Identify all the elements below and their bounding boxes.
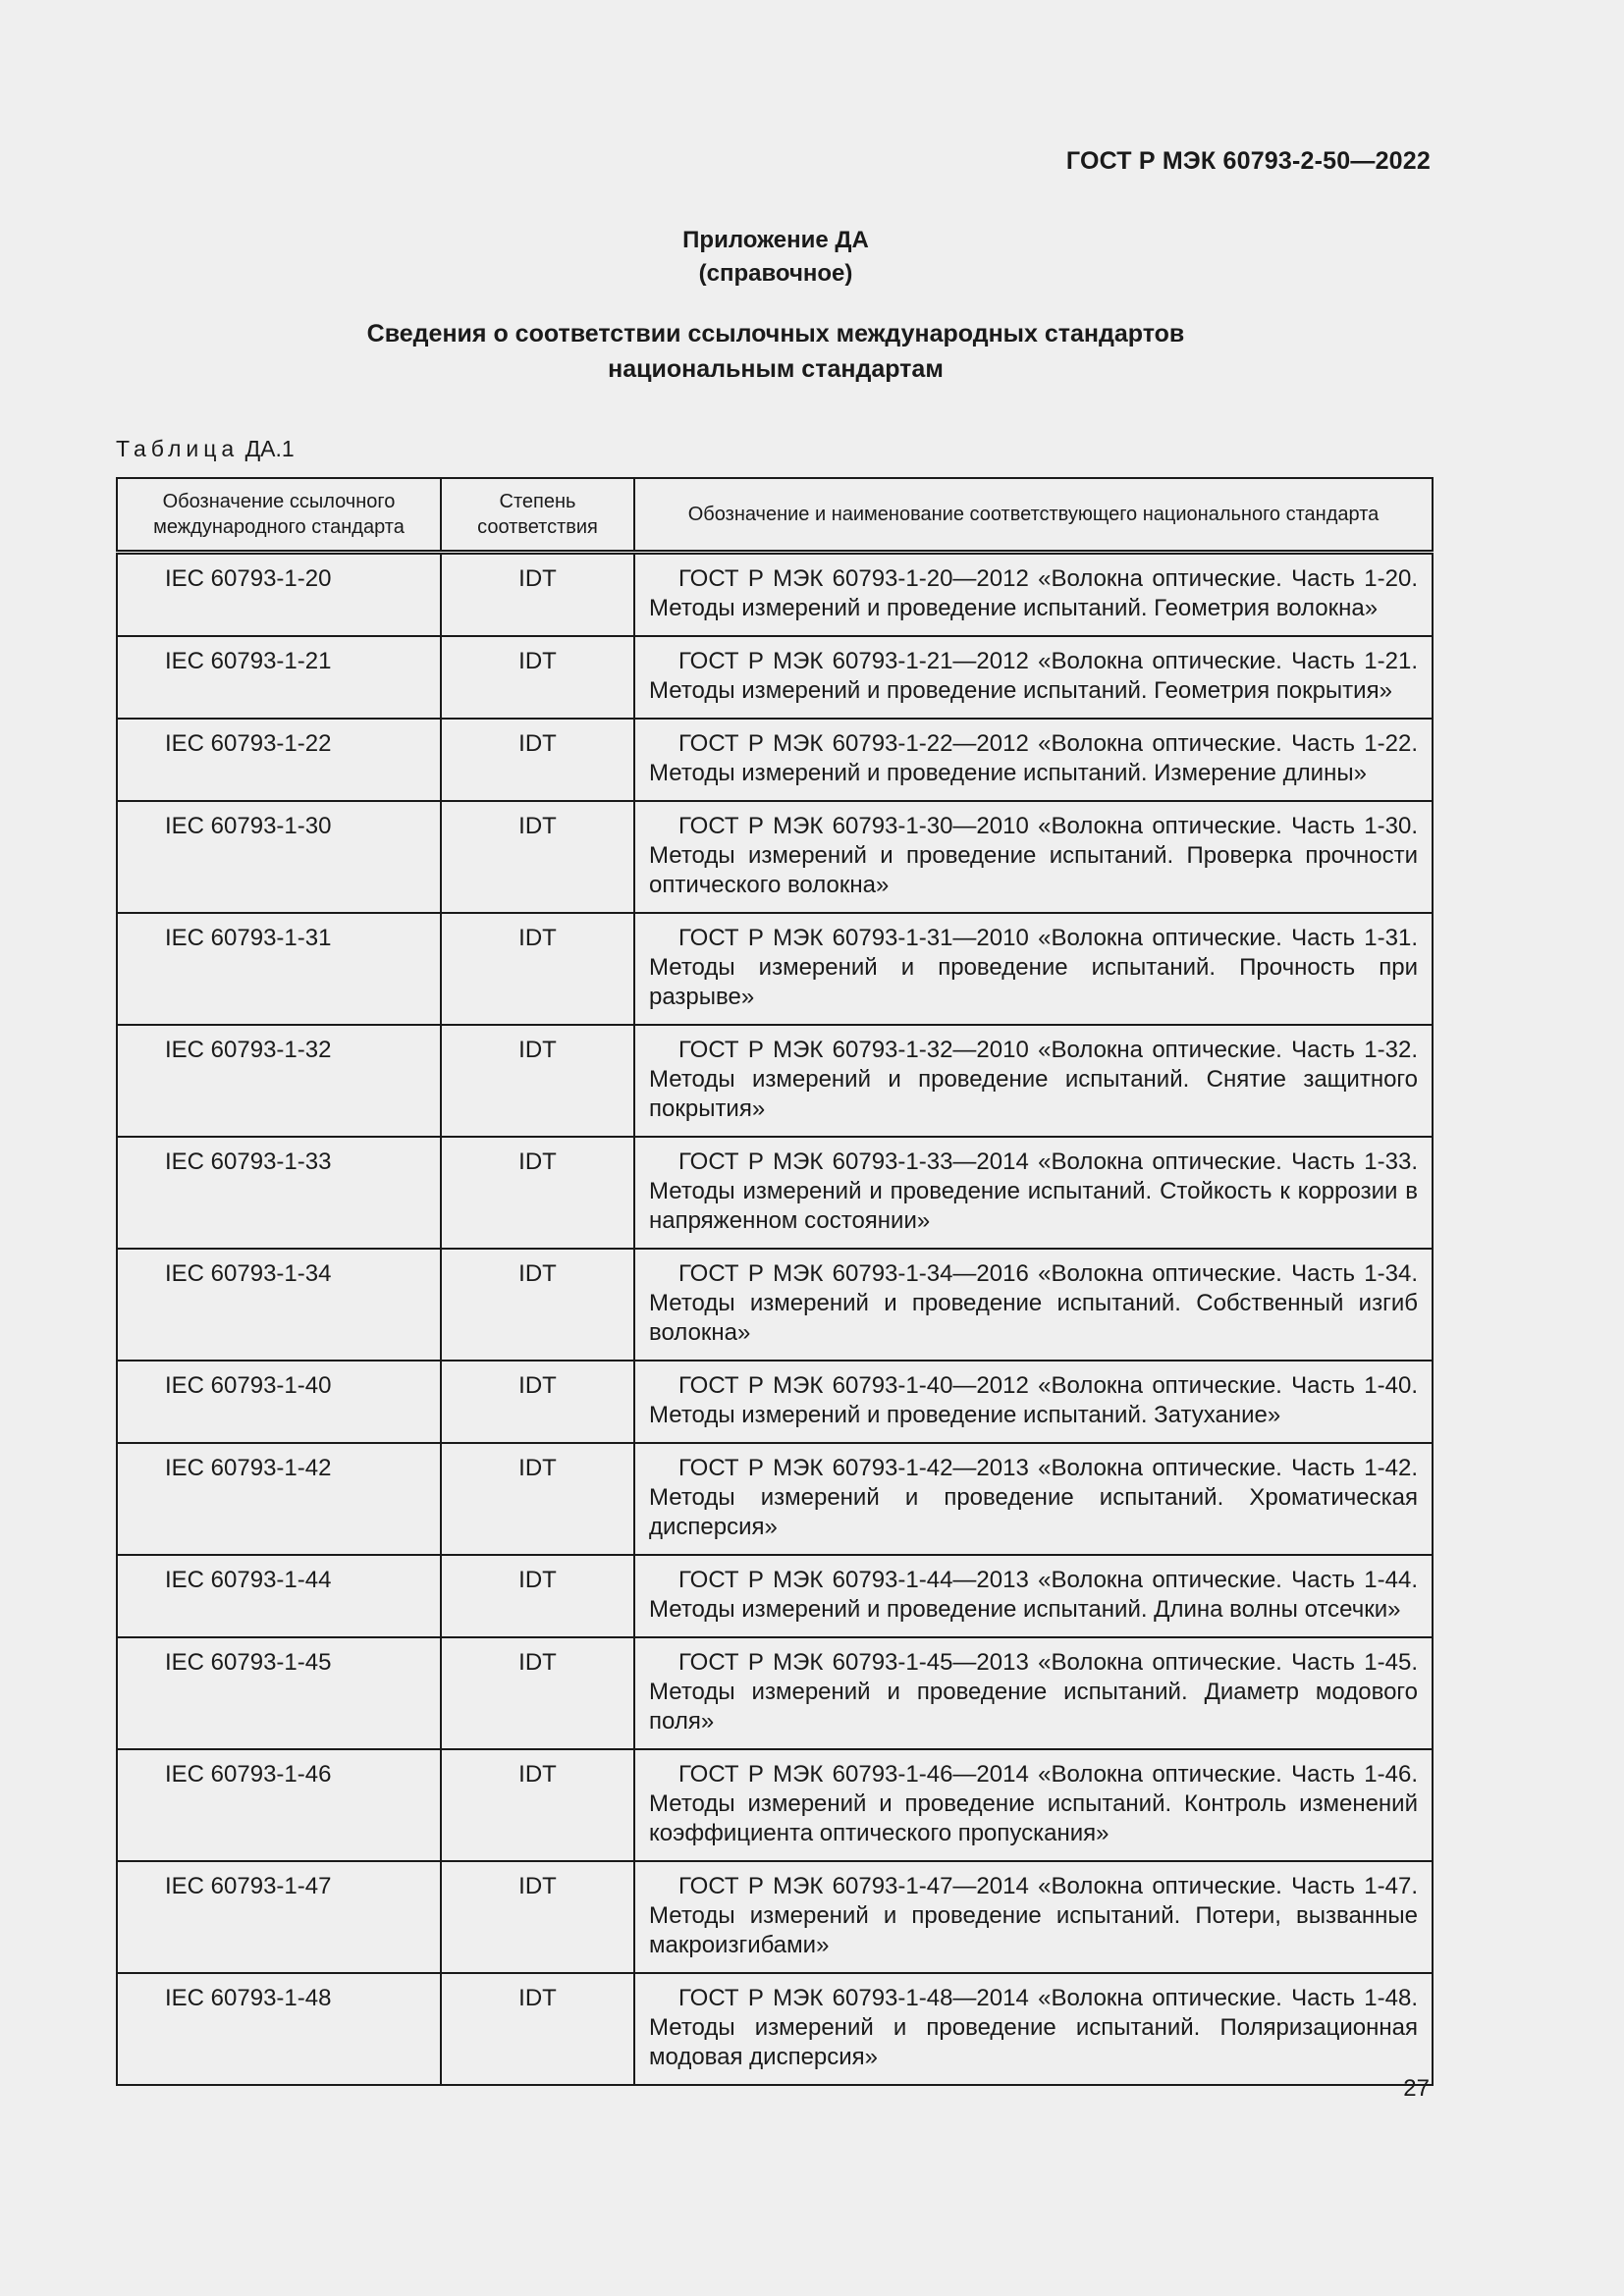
column-header-national-standard: Обозначение и наименование соответствующего национального стандарта <box>634 478 1433 553</box>
national-standard-cell: ГОСТ Р МЭК 60793-1-48—2014 «Волокна оптические. Часть 1-48. Методы измерений и проведение испытаний. Поляризационная модовая дисперсия» <box>634 1973 1433 2085</box>
degree-cell: IDT <box>441 1361 634 1443</box>
degree-cell: IDT <box>441 1555 634 1637</box>
table-row <box>117 1137 1433 1249</box>
international-standard-cell: IEC 60793-1-30 <box>117 801 441 913</box>
national-standard-cell: ГОСТ Р МЭК 60793-1-31—2010 «Волокна оптические. Часть 1-31. Методы измерений и проведение испытаний. Прочность при разрыве» <box>634 913 1433 1025</box>
table-row <box>117 1361 1433 1443</box>
table-row <box>117 1025 1433 1137</box>
national-standard-cell: ГОСТ Р МЭК 60793-1-22—2012 «Волокна оптические. Часть 1-22. Методы измерений и проведение испытаний. Измерение длины» <box>634 719 1433 801</box>
national-standard-cell: ГОСТ Р МЭК 60793-1-21—2012 «Волокна оптические. Часть 1-21. Методы измерений и проведение испытаний. Геометрия покрытия» <box>634 636 1433 719</box>
table-caption <box>116 436 295 462</box>
international-standard-cell: IEC 60793-1-32 <box>117 1025 441 1137</box>
degree-cell: IDT <box>441 1749 634 1861</box>
table-row <box>117 1861 1433 1973</box>
national-standard-cell: ГОСТ Р МЭК 60793-1-40—2012 «Волокна оптические. Часть 1-40. Методы измерений и проведение испытаний. Затухание» <box>634 1361 1433 1443</box>
degree-cell: IDT <box>441 1443 634 1555</box>
international-standard-cell: IEC 60793-1-47 <box>117 1861 441 1973</box>
page-number: 27 <box>1403 2075 1430 2102</box>
international-standard-cell: IEC 60793-1-40 <box>117 1361 441 1443</box>
column-header-degree: Степень соответствия <box>441 478 634 553</box>
table-row <box>117 553 1433 637</box>
column-header-international-standard: Обозначение ссылочного международного стандарта <box>117 478 441 553</box>
national-standard-cell: ГОСТ Р МЭК 60793-1-45—2013 «Волокна оптические. Часть 1-45. Методы измерений и проведение испытаний. Диаметр модового поля» <box>634 1637 1433 1749</box>
document-code: ГОСТ Р МЭК 60793-2-50—2022 <box>1065 147 1431 175</box>
international-standard-cell: IEC 60793-1-34 <box>117 1249 441 1361</box>
national-standard-cell: ГОСТ Р МЭК 60793-1-46—2014 «Волокна оптические. Часть 1-46. Методы измерений и проведение испытаний. Контроль изменений коэффициента оптического пропускания» <box>634 1749 1433 1861</box>
degree-cell: IDT <box>441 1249 634 1361</box>
section-title-line-1: Сведения о соответствии ссылочных международных стандартов <box>366 320 1185 347</box>
section-title-line-2: национальным стандартам <box>608 355 944 383</box>
degree-cell: IDT <box>441 1637 634 1749</box>
national-standard-cell: ГОСТ Р МЭК 60793-1-32—2010 «Волокна оптические. Часть 1-32. Методы измерений и проведение испытаний. Снятие защитного покрытия» <box>634 1025 1433 1137</box>
degree-cell: IDT <box>441 719 634 801</box>
table-row <box>117 913 1433 1025</box>
table-caption-word: Таблица <box>116 436 240 461</box>
table-row <box>117 801 1433 913</box>
international-standard-cell: IEC 60793-1-48 <box>117 1973 441 2085</box>
degree-cell: IDT <box>441 801 634 913</box>
national-standard-cell: ГОСТ Р МЭК 60793-1-33—2014 «Волокна оптические. Часть 1-33. Методы измерений и проведение испытаний. Стойкость к коррозии в напряженном состоянии» <box>634 1137 1433 1249</box>
appendix-title: Приложение ДА <box>682 227 869 253</box>
international-standard-cell: IEC 60793-1-44 <box>117 1555 441 1637</box>
table-row <box>117 1973 1433 2085</box>
international-standard-cell: IEC 60793-1-33 <box>117 1137 441 1249</box>
international-standard-cell: IEC 60793-1-46 <box>117 1749 441 1861</box>
degree-cell: IDT <box>441 553 634 637</box>
standards-table <box>116 477 1434 2086</box>
national-standard-cell: ГОСТ Р МЭК 60793-1-20—2012 «Волокна оптические. Часть 1-20. Методы измерений и проведение испытаний. Геометрия волокна» <box>634 553 1433 637</box>
degree-cell: IDT <box>441 1973 634 2085</box>
table-header-row <box>117 478 1433 553</box>
table-row <box>117 719 1433 801</box>
degree-cell: IDT <box>441 1861 634 1973</box>
appendix-subtitle: (справочное) <box>698 260 853 287</box>
table-body <box>117 553 1433 2086</box>
international-standard-cell: IEC 60793-1-20 <box>117 553 441 637</box>
degree-cell: IDT <box>441 1025 634 1137</box>
table-row <box>117 1749 1433 1861</box>
table-row <box>117 1443 1433 1555</box>
national-standard-cell: ГОСТ Р МЭК 60793-1-42—2013 «Волокна оптические. Часть 1-42. Методы измерений и проведение испытаний. Хроматическая дисперсия» <box>634 1443 1433 1555</box>
degree-cell: IDT <box>441 1137 634 1249</box>
national-standard-cell: ГОСТ Р МЭК 60793-1-44—2013 «Волокна оптические. Часть 1-44. Методы измерений и проведение испытаний. Длина волны отсечки» <box>634 1555 1433 1637</box>
table-row <box>117 1249 1433 1361</box>
table-row <box>117 1555 1433 1637</box>
international-standard-cell: IEC 60793-1-45 <box>117 1637 441 1749</box>
degree-cell: IDT <box>441 636 634 719</box>
national-standard-cell: ГОСТ Р МЭК 60793-1-30—2010 «Волокна оптические. Часть 1-30. Методы измерений и проведение испытаний. Проверка прочности оптического волокна» <box>634 801 1433 913</box>
section-title <box>0 316 1551 387</box>
international-standard-cell: IEC 60793-1-31 <box>117 913 441 1025</box>
international-standard-cell: IEC 60793-1-22 <box>117 719 441 801</box>
table-row <box>117 636 1433 719</box>
national-standard-cell: ГОСТ Р МЭК 60793-1-34—2016 «Волокна оптические. Часть 1-34. Методы измерений и проведение испытаний. Собственный изгиб волокна» <box>634 1249 1433 1361</box>
degree-cell: IDT <box>441 913 634 1025</box>
international-standard-cell: IEC 60793-1-21 <box>117 636 441 719</box>
international-standard-cell: IEC 60793-1-42 <box>117 1443 441 1555</box>
table-caption-number: ДА.1 <box>244 436 295 461</box>
appendix-heading <box>0 224 1551 291</box>
table-row <box>117 1637 1433 1749</box>
national-standard-cell: ГОСТ Р МЭК 60793-1-47—2014 «Волокна оптические. Часть 1-47. Методы измерений и проведение испытаний. Потери, вызванные макроизгибами» <box>634 1861 1433 1973</box>
